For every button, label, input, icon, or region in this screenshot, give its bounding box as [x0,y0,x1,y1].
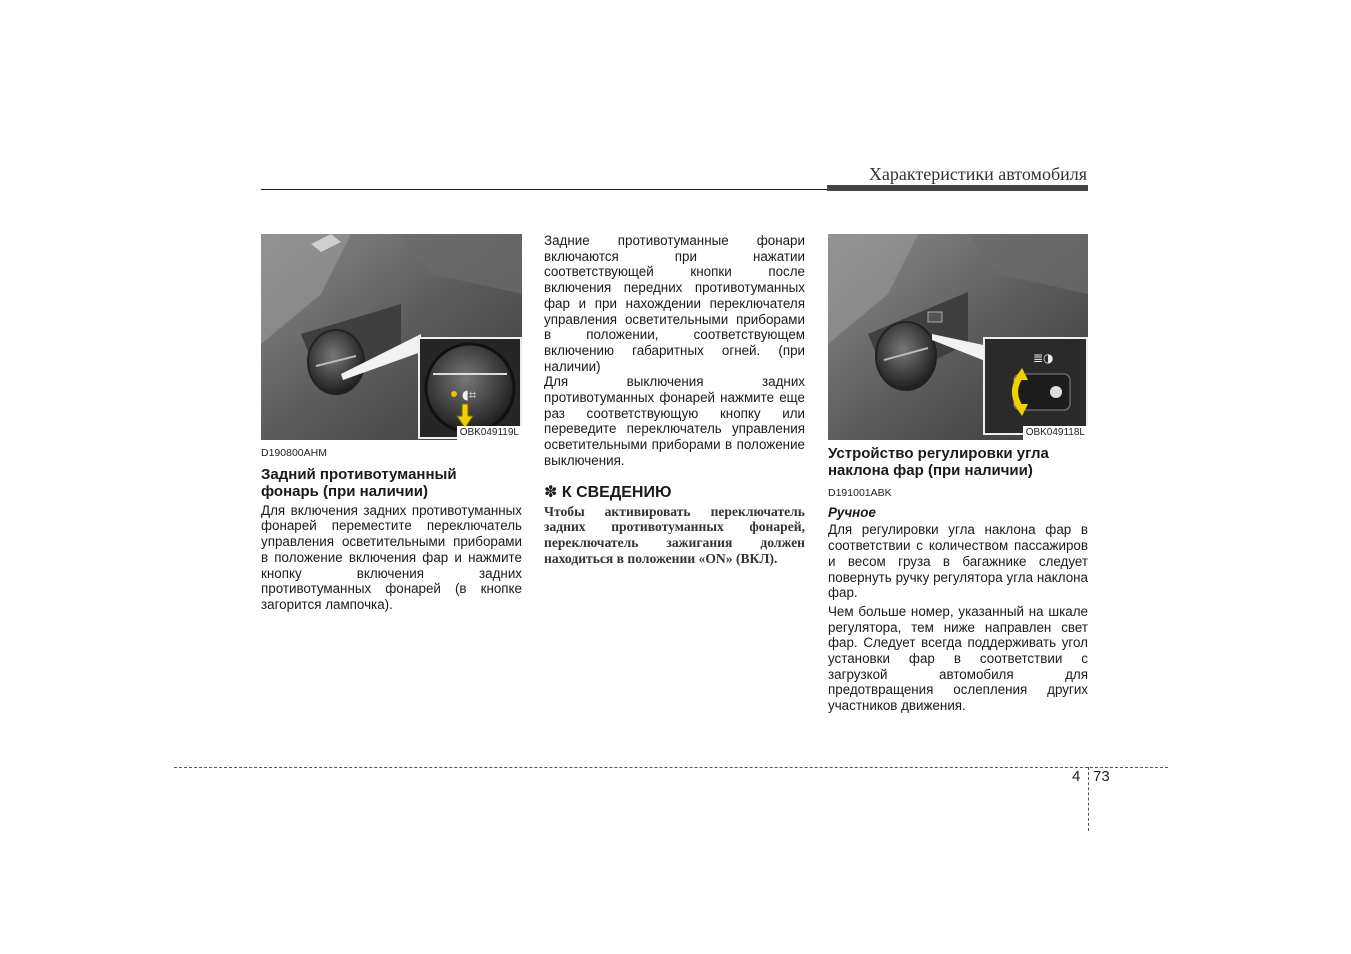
paragraph: Для регулировки угла наклона фар в соответствии с количеством пассажиров и весом груза в багажнике следует повернуть ручку регулятора угла наклона фар. [828,522,1088,601]
footer-divider [1088,767,1089,831]
page-number: 73 [1093,768,1110,785]
footer-rule [174,767,1168,768]
figure-code: OBK049118L [1023,426,1088,440]
section-code: D190800AHM [261,447,327,459]
section-heading [261,466,522,500]
paragraph: Для включения задних противотуманных фонарей переместите переключатель управления осветительными приборами в положение включения фар и нажмите кнопку включения задних противотуманных фонарей (в кнопке загорится лампочка). [261,502,522,612]
paragraph: Задние противотуманные фонари включаются при нажатии соответствующей кнопки после включения передних противотуманных фар и при нахождении переключателя управления осветительными приборами в положении, соответствующем включению габаритных огней. (при наличии) [544,233,805,374]
notice-title [544,484,805,502]
column-right [828,445,1088,714]
section-code: D191001ABK [828,487,892,499]
notice-title-text: К СВЕДЕНИЮ [561,483,672,501]
subheading: Ручное [828,504,876,520]
heading-line: Устройство регулировки угла [828,445,1049,462]
column-middle [544,233,805,566]
figure-headlight-leveling [828,234,1088,440]
section-heading [828,445,1088,479]
paragraph: Для выключения задних противотуманных фонарей нажмите еще раз соответствующую кнопку или переведите переключатель управления осветительными приборами в положение выключения. [544,374,805,468]
header-rule [261,189,827,190]
header-rule-thick [827,185,1088,191]
heading-line: фонарь (при наличии) [261,482,428,500]
section-title: Характеристики автомобиля [868,164,1087,184]
heading-line: наклона фар (при наличии) [828,462,1033,479]
chapter-number: 4 [1072,768,1081,785]
figure-rear-fog-switch [261,234,522,440]
notice-body: Чтобы активировать переключатель задних противотуманных фонарей, переключатель зажигания должен находиться в положении «ON» (ВКЛ). [544,503,805,566]
heading-line: Задний противотуманный [261,465,457,483]
paragraph: Чем больше номер, указанный на шкале регулятора, тем ниже направлен свет фар. Следует всегда поддерживать угол установки фар в соответствии с загрузкой автомобиля для предотвращения ослепления других участников движения. [828,603,1088,714]
column-left [261,446,522,613]
figure-code: OBK049119L [457,426,522,440]
svg-text:≣◑: ≣◑ [1033,351,1054,365]
svg-text:◖⌗: ◖⌗ [462,388,477,403]
asterisk-icon: ✽ [544,483,558,501]
